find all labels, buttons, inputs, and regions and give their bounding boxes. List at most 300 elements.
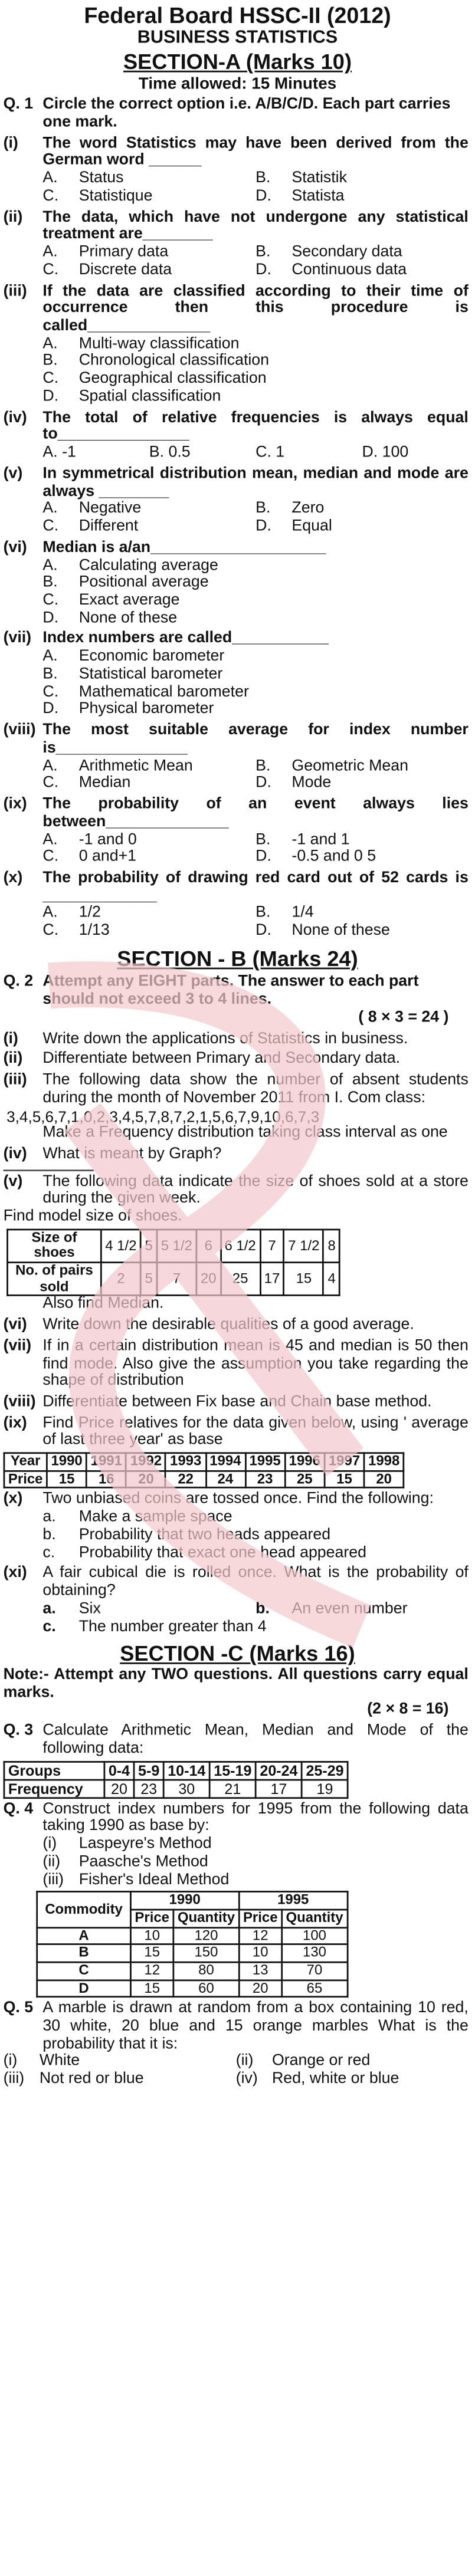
option-letter: D. [255, 848, 271, 866]
part-text: Write down the applications of Statistics in business. [42, 1029, 408, 1048]
mcq-options [42, 245, 475, 280]
option [42, 189, 255, 206]
q2-part-iv [0, 1146, 475, 1164]
option-text: The number greater than 4 [78, 1617, 267, 1636]
option-letter: B. [42, 573, 58, 592]
mcq-stem: In symmetrical distribution mean, median and mode are always ________ [42, 464, 469, 501]
option [42, 906, 255, 924]
mcq-question [0, 540, 475, 558]
mcq-number: (ii) [3, 208, 23, 226]
q2-number: Q. 2 [3, 973, 34, 992]
commodity-cell: B [37, 1944, 131, 1962]
option-letter: B. [255, 904, 271, 922]
q2-part-vii [0, 1336, 475, 1392]
option-row [42, 1852, 468, 1872]
option [42, 245, 255, 262]
mcq-options [42, 171, 475, 206]
absent-data: 3,4,5,6,7,1,0,2,3,4,5,7,8,7,2,1,5,6,7,9,10,6,7,3 [6, 1106, 320, 1125]
group-cell: 15-19 [209, 1761, 255, 1779]
groups-header: Groups [4, 1761, 104, 1779]
option-letter: B. [255, 500, 271, 518]
section-b-title: SECTION - B (Marks 24) [117, 946, 358, 971]
shoe-pairs-cell: 2 [101, 1263, 140, 1296]
option-text: 1/4 [291, 904, 314, 922]
q1 [0, 97, 475, 133]
price-table [4, 1453, 405, 1489]
frequency-cell: 21 [209, 1779, 255, 1798]
option-letter: (iii) [42, 1870, 64, 1889]
option-text: Six [78, 1599, 101, 1618]
part-text: What is meant by Graph? [42, 1145, 222, 1163]
option [42, 262, 255, 280]
q1-instruction: Circle the correct option i.e. A/B/C/D. Each part carries one mark. [42, 95, 451, 132]
option-text: Positional average [78, 573, 209, 592]
option-letter: C. [42, 682, 59, 701]
part-text: The following data indicate the size of shoes sold at a store during the given week. [42, 1172, 469, 1208]
part-number: (iii) [3, 1071, 27, 1090]
option-text: None of these [78, 609, 178, 627]
part-text: If in a certain distribution mean is 45 and median is 50 then find mode. Also give the assumption you take regarding the shape of distribution [42, 1336, 469, 1391]
option-row [42, 850, 468, 868]
option-letter: B. [255, 756, 271, 775]
mcq-stem: The word Statistics may have been derived from the German word ______ [42, 134, 469, 170]
commodity-row [37, 1944, 348, 1962]
option-text: 0 and+1 [78, 848, 137, 866]
option-text: D. 100 [362, 443, 409, 462]
option-row [42, 1510, 468, 1527]
commodity-cell: 80 [173, 1962, 239, 1980]
option-text: Secondary data [291, 243, 402, 261]
groups-table [4, 1760, 349, 1799]
option-letter: b. [255, 1599, 270, 1618]
shoe-pairs-cell: 7 [157, 1263, 196, 1296]
commodity-cell: 100 [281, 1927, 347, 1945]
option-row [42, 758, 468, 776]
quantity-col-header: Quantity [173, 1910, 239, 1927]
option-text: Equal [291, 517, 332, 536]
option-letter: D. [255, 187, 271, 205]
mcq-number: (v) [3, 464, 23, 483]
option-letter: (ii) [235, 2052, 254, 2071]
option-row [42, 649, 468, 667]
group-cell: 0-4 [104, 1761, 134, 1779]
option-letter: A. [42, 756, 58, 775]
option-text: An even number [291, 1599, 408, 1618]
option [42, 519, 255, 537]
option [255, 906, 469, 924]
price-cell: 25 [285, 1471, 325, 1489]
part-iii-instruction: Make a Frequency distribution taking class interval as one [42, 1123, 448, 1142]
option-text: 1/13 [78, 922, 110, 940]
option-row [42, 372, 468, 389]
board-title: Federal Board HSSC-II (2012) [84, 3, 391, 28]
commodity-cell: 130 [281, 1944, 347, 1962]
year-1995-header: 1995 [239, 1892, 348, 1910]
year-cell: 1997 [325, 1453, 364, 1471]
price-cell: 24 [205, 1471, 245, 1489]
q2-marks: ( 8 × 3 = 24 ) [358, 1008, 449, 1027]
option [255, 924, 469, 941]
price-cell: 20 [364, 1471, 404, 1489]
option-letter: A. [42, 904, 58, 922]
time-allowed: Time allowed: 15 Minutes [138, 75, 337, 94]
commodity-cell: 150 [173, 1944, 239, 1962]
mcq-question [0, 466, 475, 502]
mcq-options [42, 558, 475, 629]
mcq-stem: The probability of an event always lies between______________ [42, 795, 469, 831]
price-col-header: Price [239, 1910, 282, 1927]
option-row [42, 189, 468, 206]
shoe-pairs-cell: 17 [260, 1263, 284, 1296]
shoe-pairs-cell: 15 [284, 1263, 323, 1296]
section-a-title: SECTION-A (Marks 10) [123, 50, 352, 75]
option-letter: A. [42, 169, 58, 188]
option-row [42, 593, 468, 611]
option-row [42, 519, 468, 537]
price-col-header: Price [130, 1910, 173, 1927]
part-text: A fair cubical die is rolled once. What is the probability of obtaining? [42, 1564, 469, 1601]
option-letter: C. [42, 261, 59, 279]
part-text: The following data show the number of absent students during the month of November 2011 from I. Com class: [42, 1071, 469, 1108]
mcq-options [42, 832, 475, 868]
part-number: (i) [3, 1029, 18, 1048]
section-c-marks: (2 × 8 = 16) [367, 1700, 449, 1719]
frequency-cell: 30 [163, 1779, 209, 1798]
shoe-pairs-header: No. of pairs sold [8, 1263, 101, 1296]
part-number: (xi) [3, 1564, 27, 1583]
q2-part-ix [0, 1415, 475, 1451]
mcq-question [0, 410, 475, 445]
option-text: Statista [291, 187, 345, 205]
option-letter: C. [42, 774, 59, 793]
shoe-size-header: Size of shoes [8, 1229, 101, 1262]
option-letter: c. [42, 1543, 55, 1562]
q5-text: A marble is drawn at random from a box containing 10 red, 30 white, 20 blue and 15 orange marbles What is the probability that it is: [42, 1999, 469, 2053]
option-text: Exact average [78, 591, 180, 610]
option-text: Discrete data [78, 261, 172, 279]
mcq-list [0, 136, 475, 941]
commodity-cell: 15 [130, 1980, 173, 1997]
mcq-number: (iv) [3, 408, 27, 427]
section-c-note: Note:- Attempt any TWO questions. All questions carry equal marks. [3, 1665, 469, 1701]
option-letter: B. [255, 243, 271, 261]
option-row [42, 667, 468, 685]
mcq-number: (iii) [3, 281, 27, 300]
shoe-size-cell: 6 1/2 [221, 1229, 260, 1262]
mcq-stem: Median is a/an____________________ [42, 538, 326, 557]
shoe-size-cell: 6 [196, 1229, 221, 1262]
option-letter: D. [42, 609, 59, 627]
option-text: Geometric Mean [291, 756, 408, 775]
q2-instruction: Attempt any EIGHT parts. The answer to each part should not exceed 3 to 4 lines. [42, 973, 419, 1009]
year-cell: 1991 [87, 1453, 126, 1471]
option-text: Laspeyre's Method [78, 1835, 212, 1854]
option-text: Probability that exact one head appeared [78, 1543, 367, 1562]
q3 [0, 1723, 475, 1759]
option [255, 519, 469, 537]
part-number: (viii) [3, 1393, 36, 1411]
shoe-pairs-cell: 4 [323, 1263, 339, 1296]
shoe-size-cell: 8 [323, 1229, 339, 1262]
option-letter: A. [42, 334, 58, 353]
option-text: Make a sample space [78, 1508, 232, 1527]
option-text: Multi-way classification [78, 334, 240, 353]
option-letter: a. [42, 1599, 56, 1618]
q4-text: Construct index numbers for 1995 from the following data taking 1990 as base by: [42, 1800, 469, 1836]
option-row [42, 776, 468, 794]
part-number: (v) [3, 1172, 23, 1191]
option [42, 924, 255, 941]
option [255, 262, 469, 280]
option-text: C. 1 [255, 443, 285, 462]
option [3, 2069, 236, 2089]
option-row [42, 262, 468, 280]
shoe-size-cell: 4 1/2 [101, 1229, 140, 1262]
year-header: Year [4, 1453, 47, 1471]
option-text: Arithmetic Mean [78, 756, 193, 775]
part-xi-options [42, 1601, 475, 1637]
option-text: Statistique [78, 187, 153, 205]
mcq-options [42, 649, 475, 720]
option-row [42, 501, 468, 519]
shoe-pairs-cell: 5 [141, 1263, 157, 1296]
q2-part-i [0, 1031, 475, 1049]
commodity-cell: 12 [130, 1962, 173, 1980]
option-letter: D. [255, 261, 271, 279]
commodity-cell: 15 [130, 1944, 173, 1962]
frequency-cell: 19 [302, 1779, 348, 1798]
price-cell: 15 [325, 1471, 364, 1489]
option-letter: (i) [3, 2052, 18, 2071]
price-cell: 15 [47, 1471, 86, 1489]
price-cell: 23 [245, 1471, 284, 1489]
option-text: Probability that two heads appeared [78, 1526, 331, 1545]
mcq-question [0, 283, 475, 336]
option [255, 171, 469, 189]
q2-part-xi [0, 1566, 475, 1602]
mcq-options [42, 501, 475, 537]
option [4, 2054, 236, 2072]
mcq-stem: The probability of drawing red card out of 52 cards is _____________ [42, 869, 469, 905]
mcq-number: (x) [3, 869, 23, 888]
q1-number: Q. 1 [3, 95, 34, 114]
q2-part-viii [0, 1395, 475, 1412]
frequency-header: Frequency [4, 1779, 104, 1798]
option-letter: c. [42, 1617, 56, 1636]
option-row [42, 924, 468, 941]
option-row [42, 558, 468, 576]
option-text: Not red or blue [39, 2069, 144, 2088]
option-letter: A. [42, 243, 58, 261]
mcq-stem: Index numbers are called___________ [42, 630, 329, 648]
year-cell: 1992 [126, 1453, 166, 1471]
option-letter: C. [42, 591, 59, 610]
group-cell: 20-24 [255, 1761, 302, 1779]
q5-options [0, 2054, 475, 2089]
option [255, 850, 469, 868]
mcq-question [0, 870, 475, 906]
option-letter: (ii) [42, 1852, 61, 1871]
q2-part-x [0, 1492, 475, 1510]
option-text: Spatial classification [78, 387, 221, 406]
part-number: (ii) [3, 1050, 23, 1069]
mcq-stem: The total of relative frequencies is always equal to_______________ [42, 408, 469, 445]
commodity-cell: 12 [239, 1927, 282, 1945]
option-letter: D. [255, 774, 271, 793]
option-row [3, 2069, 469, 2089]
option-text: -1 and 0 [78, 830, 137, 849]
option-row [42, 354, 468, 372]
q2 [0, 975, 475, 1010]
frequency-cell: 23 [134, 1779, 163, 1798]
commodity-cell: 65 [281, 1980, 347, 1997]
option [255, 832, 469, 850]
option [42, 758, 255, 776]
mcq-number: (vi) [3, 538, 27, 557]
option-text: Negative [78, 500, 142, 518]
q4 [0, 1802, 475, 1837]
option-text: Geographical classification [78, 370, 267, 388]
option-row [42, 171, 468, 189]
option-text: Economic barometer [78, 648, 225, 666]
option-letter: B. [42, 352, 58, 370]
option-letter: D. [255, 922, 271, 940]
commodity-row [37, 1962, 348, 1980]
option-letter: (iii) [3, 2069, 25, 2088]
option-letter: C. [42, 517, 59, 536]
mcq-number: (ix) [3, 795, 27, 813]
q3-text: Calculate Arithmetic Mean, Median and Mode of the following data: [42, 1721, 469, 1757]
option-letter: A. [42, 830, 58, 849]
part-text: Two unbiased coins are tossed once. Find the following: [42, 1490, 434, 1509]
option-text: Chronological classification [78, 352, 270, 370]
group-cell: 5-9 [134, 1761, 163, 1779]
option-letter: C. [42, 848, 59, 866]
mcq-stem: If the data are classified according to their time of occurrence then this procedure is called______________ [42, 281, 469, 336]
quantity-col-header: Quantity [281, 1910, 347, 1927]
option [42, 850, 255, 868]
part-number: (vi) [3, 1316, 27, 1335]
option-letter: C. [42, 370, 59, 388]
option-letter: C. [42, 922, 59, 940]
shoe-table [6, 1228, 340, 1297]
option-row [42, 245, 468, 262]
option-text: Different [78, 517, 139, 536]
commodity-cell: 20 [239, 1980, 282, 1997]
option [255, 189, 469, 206]
option-letter: A. [42, 556, 58, 574]
year-cell: 1993 [166, 1453, 205, 1471]
option [42, 776, 255, 794]
mcq-question [0, 136, 475, 171]
option [236, 2054, 469, 2072]
option-row [42, 389, 468, 407]
option-letter: D. [42, 700, 59, 719]
commodity-row [37, 1980, 348, 1997]
shoe-size-cell: 5 [141, 1229, 157, 1262]
option-row [42, 445, 468, 463]
option [255, 501, 469, 519]
option-row [42, 610, 468, 628]
part-text: Differentiate between Fix base and Chain base method. [42, 1393, 432, 1411]
option-row [42, 1527, 468, 1545]
option-text: -1 and 1 [291, 830, 350, 849]
commodity-cell: 70 [281, 1962, 347, 1980]
option [42, 501, 255, 519]
part-text: Find Price relatives for the data given below, using ' average of last three year' as base [42, 1414, 469, 1450]
commodity-cell: 10 [130, 1927, 173, 1945]
option-letter: B. [255, 169, 271, 188]
option-text: Orange or red [272, 2052, 371, 2071]
option-text: Status [78, 169, 124, 188]
price-cell: 22 [166, 1471, 205, 1489]
option-text: Mode [291, 774, 332, 793]
option-text: Continuous data [291, 261, 407, 279]
subject-title: BUSINESS STATISTICS [137, 28, 338, 48]
year-cell: 1996 [285, 1453, 325, 1471]
part-v-median: Also find Median. [42, 1294, 164, 1313]
option-text: Red, white or blue [272, 2069, 399, 2088]
option-row [42, 906, 468, 924]
option-text: Mathematical barometer [78, 682, 249, 701]
option-row [4, 2054, 469, 2072]
commodity-cell: D [37, 1980, 131, 1997]
option [42, 171, 255, 189]
option-text: White [39, 2052, 80, 2071]
option-letter: B. [42, 665, 58, 684]
commodity-cell: C [37, 1962, 131, 1980]
part-x-options [42, 1510, 475, 1563]
commodity-row [37, 1927, 348, 1945]
option-text: A. -1 [42, 443, 76, 462]
mcq-question [0, 797, 475, 832]
q4-options [42, 1837, 475, 1890]
year-1990-header: 1990 [130, 1892, 239, 1910]
option-row [42, 1872, 468, 1890]
option-row [42, 682, 468, 702]
group-cell: 25-29 [302, 1761, 348, 1779]
mcq-stem: The most suitable average for index number is_______________ [42, 721, 469, 757]
shoe-pairs-cell: 25 [221, 1263, 260, 1296]
price-cell: 20 [126, 1471, 166, 1489]
mcq-number: (i) [3, 134, 18, 153]
q3-number: Q. 3 [3, 1721, 34, 1740]
option-letter: (i) [42, 1835, 57, 1854]
year-cell: 1998 [364, 1453, 404, 1471]
mcq-question [0, 723, 475, 758]
commodity-cell: 10 [239, 1944, 282, 1962]
mcq-number: (vii) [3, 630, 32, 648]
year-cell: 1994 [205, 1453, 245, 1471]
mcq-question [0, 209, 475, 245]
option-row [42, 832, 468, 850]
option [255, 776, 469, 794]
q5 [0, 2001, 475, 2054]
option-letter: A. [42, 500, 58, 518]
mcq-options [42, 906, 475, 941]
commodity-cell: 120 [173, 1927, 239, 1945]
option-letter: D. [42, 387, 59, 406]
shoe-size-cell: 7 [260, 1229, 284, 1262]
option-text: -0.5 and 0 5 [291, 848, 376, 866]
option-text: Zero [291, 500, 325, 518]
option-text: Statistik [291, 169, 348, 188]
part-number: (iv) [3, 1145, 27, 1163]
price-header: Price [4, 1471, 47, 1489]
shoe-size-cell: 7 1/2 [284, 1229, 323, 1262]
option-row [42, 702, 468, 719]
commodity-cell: A [37, 1927, 131, 1945]
